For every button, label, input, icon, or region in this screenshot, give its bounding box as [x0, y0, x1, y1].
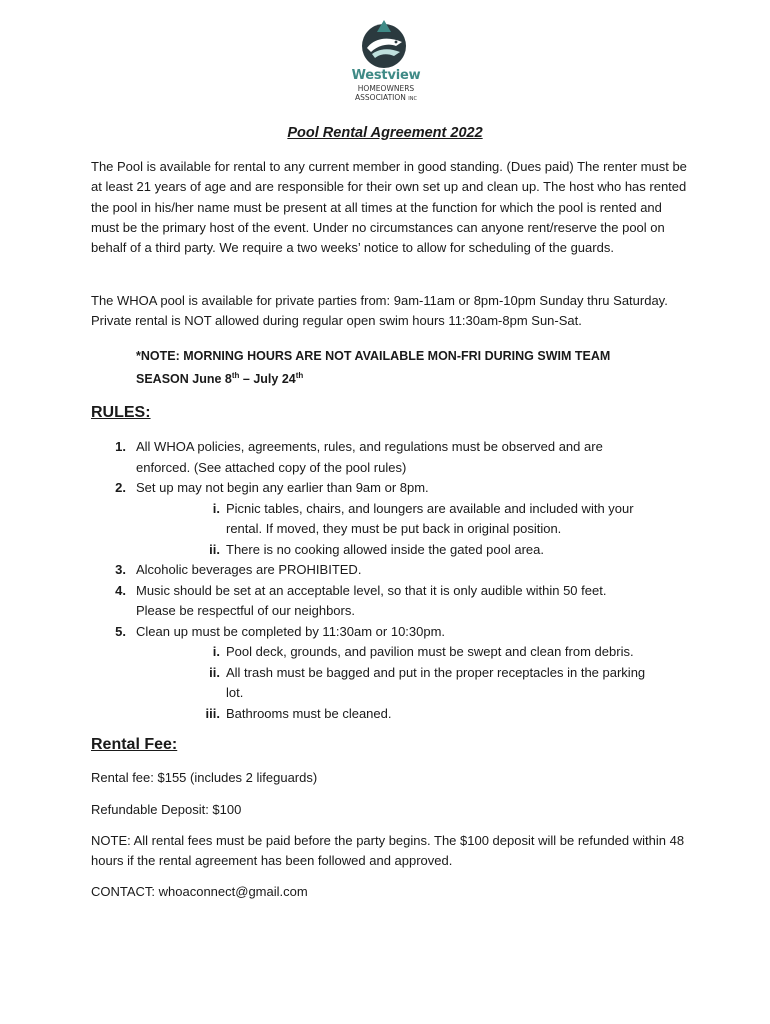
rule-text: Pool deck, grounds, and pavilion must be swept and clean from debris.: [226, 644, 634, 659]
refundable-deposit: Refundable Deposit: $100: [91, 802, 242, 817]
rule-number: 4.: [115, 582, 126, 598]
rule-text: lot.: [226, 685, 244, 700]
rules-heading: RULES:: [91, 404, 151, 421]
rule-text: Clean up must be completed by 11:30am or 10:30pm.: [136, 623, 446, 639]
rule-text: Music should be set at an acceptable level, so that it is only audible within 50 feet.: [136, 582, 607, 598]
rule-number: i.: [212, 500, 220, 516]
note-sup-2: th: [295, 371, 304, 380]
rule-text: There is no cooking allowed inside the gated pool area.: [226, 541, 544, 557]
page-title: Pool Rental Agreement 2022: [287, 125, 483, 141]
logo-suffix: INC: [408, 96, 417, 102]
rental-fee-heading: Rental Fee:: [91, 736, 178, 753]
rule-number: 2.: [115, 480, 126, 495]
rule-number: iii.: [205, 705, 220, 721]
rule-number: 1.: [115, 439, 126, 454]
rule-text: Alcoholic beverages are PROHIBITED.: [136, 562, 362, 577]
rule-number: i.: [212, 644, 220, 659]
contact-line: CONTACT: whoaconnect@gmail.com: [91, 884, 308, 899]
note-line-1: *NOTE: MORNING HOURS ARE NOT AVAILABLE MON-FRI DURING SWIM TEAM: [136, 349, 611, 363]
rule-text: rental. If moved, they must be put back in original position.: [226, 521, 562, 536]
logo-line-2: [350, 93, 422, 102]
rule-text: All trash must be bagged and put in the proper receptacles in the parking: [226, 664, 646, 680]
rental-fee-amount: Rental fee: $155 (includes 2 lifeguards): [91, 770, 318, 785]
rule-text: enforced. (See attached copy of the pool rules): [136, 459, 407, 475]
intro-paragraph-2: The WHOA pool is available for private parties from: 9am-11am or 8pm-10pm Sunday thru Saturday. Private rental is NOT allowed during regular open swim hours 11:30am-8pm Sun-Sat.: [91, 293, 668, 329]
rule-text: All WHOA policies, agreements, rules, and regulations must be observed and are: [136, 439, 603, 454]
note-line-2: [136, 366, 656, 389]
rule-text: Picnic tables, chairs, and loungers are available and included with your: [226, 500, 634, 516]
rule-number: ii.: [209, 664, 220, 680]
westview-logo: [346, 18, 422, 104]
note-sup-1: th: [231, 371, 240, 380]
rule-number: 5.: [115, 623, 126, 639]
intro-paragraph-1: The Pool is available for rental to any current member in good standing. (Dues paid) The renter must be at least 21 years of age and are responsible for their own set up and clean up. The host who has rented the pool in his/her name must be present at all times at the function for which the pool is rented and must be the primary host of the event. Under no circumstances can anyone rent/reserve the pool on behalf of a third party. We require a two weeks’ notice to allow for scheduling of the guards.: [91, 159, 687, 256]
rule-text: Bathrooms must be cleaned.: [226, 705, 392, 721]
rule-number: ii.: [209, 541, 220, 557]
logo-line-1: HOMEOWNERS: [357, 84, 415, 93]
swim-team-note: [136, 346, 656, 389]
note-season-mid: – July 24: [239, 372, 296, 387]
logo-line-2-text: ASSOCIATION: [355, 93, 406, 102]
logo-name: Westview: [351, 68, 421, 83]
shark-emblem-icon: [358, 18, 410, 70]
rule-number: 3.: [115, 562, 126, 577]
rule-text: Please be respectful of our neighbors.: [136, 603, 355, 618]
note-season-prefix: SEASON June 8: [136, 372, 232, 387]
fee-note: NOTE: All rental fees must be paid before the party begins. The $100 deposit will be refunded within 48 hours if the rental agreement has been followed and approved.: [91, 833, 685, 869]
rule-text: Set up may not begin any earlier than 9am or 8pm.: [136, 480, 429, 495]
